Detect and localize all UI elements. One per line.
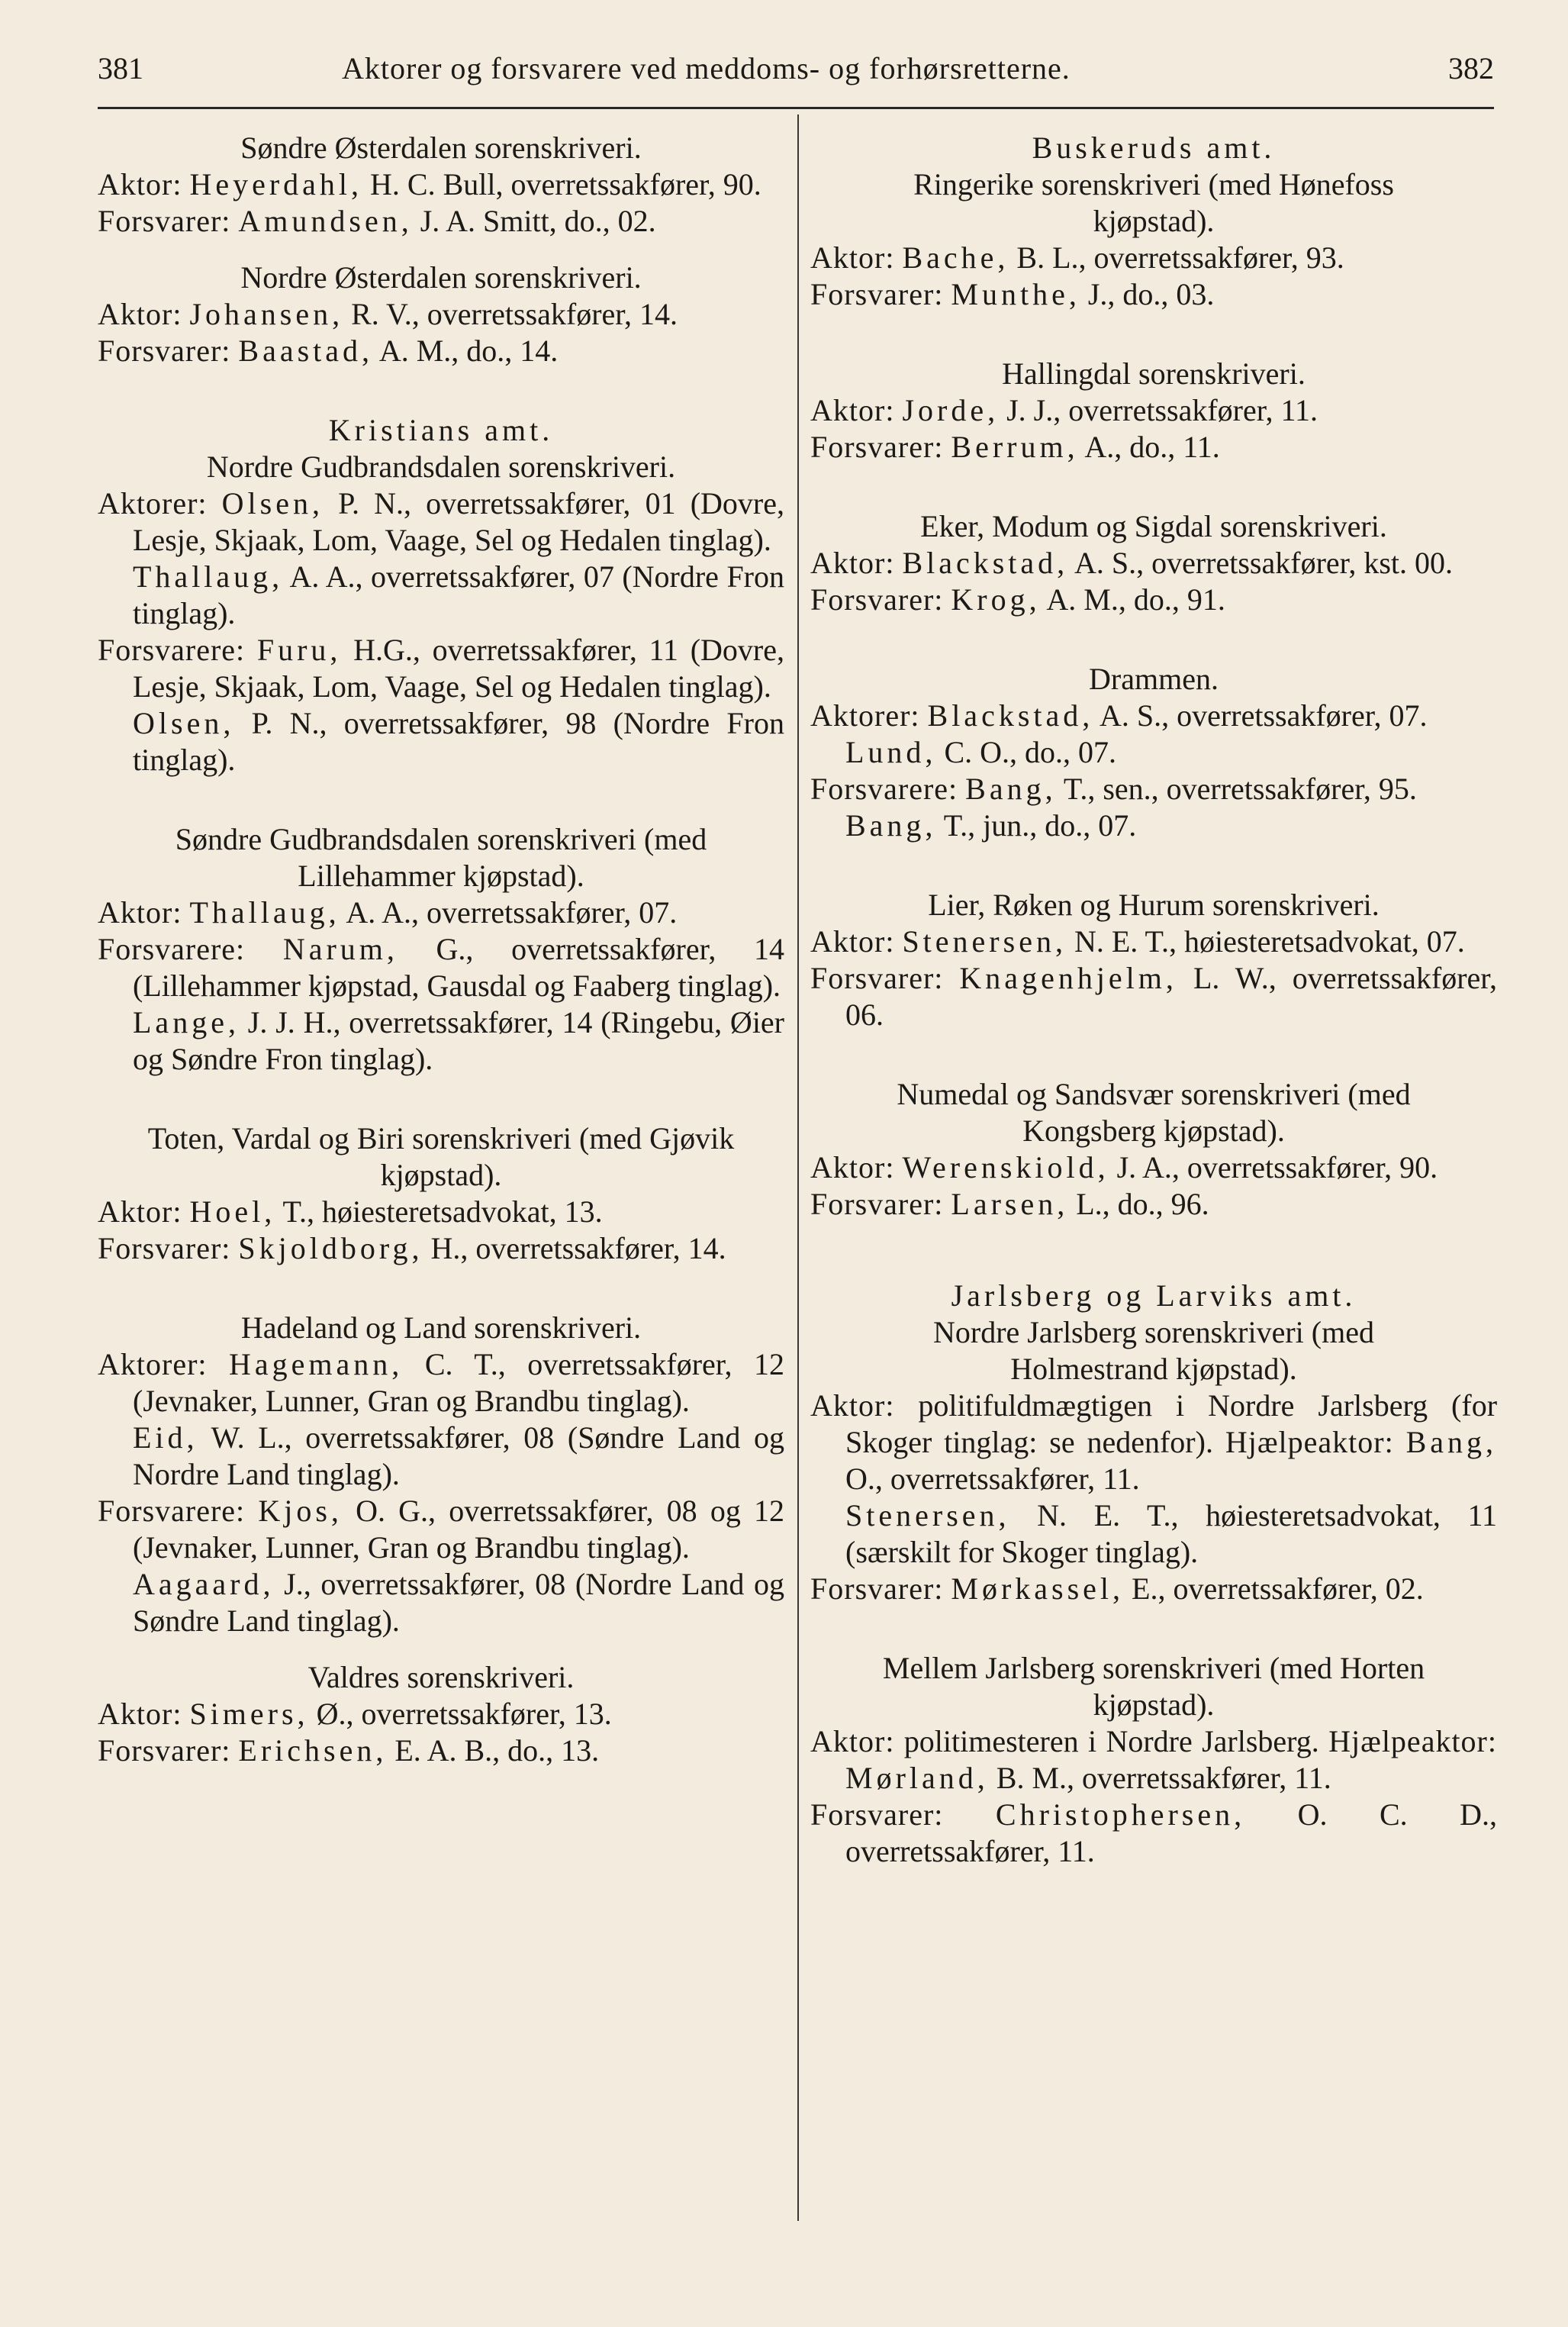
section-title: Nordre Jarlsberg sorenskriveri (med Holmestrand kjøpstad).	[933, 1315, 1374, 1386]
entry-forsvarer-2	[98, 1004, 784, 1078]
entry-details: B. L., overretssakfører, 93.	[1016, 240, 1344, 275]
person-name: Amundsen,	[238, 204, 413, 238]
section-title: Søndre Gudbrandsdalen sorenskriveri (med Lillehammer kjøpstad).	[175, 822, 707, 893]
section-toten-vardal-biri	[98, 1120, 784, 1267]
entry-details: T., sen., overretssakfører, 95.	[1063, 772, 1417, 806]
role-label: Aktor:	[810, 1388, 895, 1423]
role-label: Forsvarere:	[98, 633, 246, 667]
person-name: Bang,	[965, 772, 1057, 806]
entry-details: T., jun., do., 07.	[943, 808, 1137, 843]
role-label: Aktorer:	[810, 698, 920, 733]
person-name: Bache,	[902, 240, 1009, 275]
entry-aktor-2	[98, 1420, 784, 1493]
person-name: Larsen,	[951, 1187, 1069, 1221]
role-label: Forsvarer:	[98, 1733, 231, 1768]
section-title: Lier, Røken og Hurum sorenskriveri.	[928, 888, 1380, 922]
section-numedal-sandsvaer	[810, 1076, 1497, 1223]
person-name: Stenersen,	[902, 924, 1067, 959]
section-nordre-gudbrandsdalen	[98, 412, 784, 778]
role-label-assistant: Hjælpeaktor:	[1328, 1724, 1497, 1758]
role-label: Forsvarer:	[98, 334, 231, 368]
section-title: Mellem Jarlsberg sorenskriveri (med Horten kjøpstad).	[882, 1651, 1425, 1722]
person-name: Stenersen,	[845, 1498, 1010, 1533]
entry-details: B. M., overretssakfører, 11.	[996, 1761, 1331, 1795]
person-name: Baastad,	[238, 334, 374, 368]
section-title: Toten, Vardal og Biri sorenskriveri (med Gjøvik kjøpstad).	[147, 1121, 735, 1192]
role-label: Forsvarer:	[810, 1571, 944, 1606]
entry-aktor	[98, 166, 784, 203]
role-label: Aktor:	[810, 924, 895, 959]
entry-forsvarer	[810, 1186, 1497, 1223]
entry-details: E. A. B., do., 13.	[394, 1733, 600, 1768]
header-rule	[98, 107, 1494, 109]
entry-details: N. E. T., høiesteretsadvokat, 11 (særskilt for Skoger tinglag).	[845, 1498, 1498, 1569]
entry-details: Ø., overretssakfører, 13.	[316, 1697, 612, 1731]
page-number-left: 381	[98, 51, 143, 85]
page-number-right: 382	[1448, 51, 1494, 85]
role-label: Aktor:	[98, 1697, 182, 1731]
person-name: Narum,	[282, 932, 398, 966]
person-name: Heyerdahl,	[189, 167, 363, 201]
role-label: Forsvarer:	[810, 277, 944, 311]
entry-forsvarer-2	[810, 807, 1497, 844]
role-label: Aktor:	[98, 167, 182, 201]
entry-details: J. J. H., overretssakfører, 14 (Ringebu, Øier og Søndre Fron tinglag).	[133, 1005, 785, 1076]
entry-forsvarer	[810, 276, 1497, 313]
entry-aktor	[98, 1194, 784, 1230]
person-name: Munthe,	[951, 277, 1080, 311]
role-label: Forsvarer:	[98, 1231, 231, 1265]
entry-aktor	[98, 894, 784, 931]
section-hadeland-land	[98, 1310, 784, 1639]
entry-details: N. E. T., høiesteretsadvokat, 07.	[1074, 924, 1465, 959]
entry-aktor	[810, 1387, 1497, 1497]
entry-forsvarer	[98, 203, 784, 240]
entry-forsvarer	[98, 1732, 784, 1769]
entry-details: A. M., do., 14.	[378, 334, 559, 368]
entry-forsvarer	[810, 960, 1497, 1033]
entry-details: A. A., overretssakfører, 07 (Nordre Fron tinglag).	[133, 559, 785, 630]
entry-forsvarere	[810, 771, 1497, 807]
entry-details: O. C. D., overretssakfører, 11.	[845, 1797, 1498, 1868]
county-title: Jarlsberg og Larviks amt.	[951, 1278, 1357, 1313]
entry-aktor	[98, 296, 784, 333]
entry-details: A. M., do., 91.	[1046, 582, 1225, 617]
left-column	[98, 130, 784, 1769]
section-title: Søndre Østerdalen sorenskriveri.	[240, 131, 642, 165]
entry-details: W. L., overretssakfører, 08 (Søndre Land og Nordre Land tinglag).	[133, 1420, 785, 1491]
role-label: Aktor:	[810, 1724, 895, 1758]
entry-details: L. W., overretssakfører, 06.	[845, 961, 1498, 1032]
entry-details: politimesteren i Nordre Jarlsberg.	[903, 1724, 1319, 1758]
entry-forsvarer	[810, 582, 1497, 618]
role-label: Forsvarere:	[810, 772, 958, 806]
entry-aktor	[98, 1696, 784, 1732]
entry-details: A. S., overretssakfører, kst. 00.	[1074, 546, 1454, 580]
person-name: Jorde,	[902, 393, 1000, 427]
person-name: Simers,	[189, 1697, 309, 1731]
entry-aktor	[810, 1149, 1497, 1186]
section-hallingdal	[810, 356, 1497, 466]
role-label: Forsvarer:	[810, 1187, 944, 1221]
role-label: Aktor:	[810, 240, 895, 275]
section-drammen	[810, 661, 1497, 844]
person-name: Johansen,	[189, 297, 344, 331]
entry-aktor-2	[810, 734, 1497, 771]
entry-aktor-2	[810, 1497, 1497, 1571]
entry-details: E., overretssakfører, 02.	[1132, 1571, 1424, 1606]
person-name: Erichsen,	[238, 1733, 388, 1768]
section-title: Hadeland og Land sorenskriveri.	[240, 1310, 642, 1345]
section-lier-roken-hurum	[810, 887, 1497, 1033]
entry-details: A., do., 11.	[1084, 430, 1220, 464]
entry-forsvarer-2	[98, 705, 784, 778]
entry-details: C. O., do., 07.	[944, 735, 1117, 769]
entry-details: J. A. Smitt, do., 02.	[420, 204, 656, 238]
entry-forsvarere	[98, 1493, 784, 1566]
person-name: Skjoldborg,	[238, 1231, 423, 1265]
entry-details: H. C. Bull, overretssakfører, 90.	[370, 167, 761, 201]
role-label: Aktor:	[810, 1150, 895, 1184]
section-eker-modum-sigdal	[810, 508, 1497, 618]
role-label-assistant: Hjælpeaktor:	[1225, 1425, 1394, 1459]
column-divider	[797, 114, 799, 2221]
entry-details: A. A., overretssakfører, 07.	[346, 895, 678, 930]
person-name: Olsen,	[221, 486, 324, 521]
entry-aktor-2	[98, 559, 784, 632]
section-title: Hallingdal sorenskriveri.	[1002, 356, 1306, 391]
entry-forsvarer	[98, 1230, 784, 1267]
entry-details: H.G., overretssakfører, 11 (Dovre, Lesje, Skjaak, Lom, Vaage, Sel og Hedalen tinglag).	[133, 633, 784, 704]
entry-details: J., do., 03.	[1087, 277, 1215, 311]
person-name: Lange,	[133, 1005, 240, 1039]
section-title: Nordre Østerdalen sorenskriveri.	[240, 260, 642, 295]
running-title: Aktorer og forsvarere ved meddoms- og forhørsretterne.	[342, 51, 1071, 85]
role-label: Aktor:	[810, 393, 895, 427]
entry-details: A. S., overretssakfører, 07.	[1100, 698, 1428, 733]
section-sondre-osterdalen	[98, 130, 784, 240]
person-name: Lund,	[845, 735, 937, 769]
entry-aktorer	[810, 698, 1497, 734]
person-name: Olsen,	[133, 706, 235, 740]
page-header	[98, 50, 1494, 96]
role-label: Forsvarer:	[810, 582, 944, 617]
section-ringerike	[810, 130, 1497, 313]
section-title: Eker, Modum og Sigdal sorenskriveri.	[920, 509, 1387, 543]
entry-aktor	[810, 240, 1497, 276]
entry-forsvarere	[98, 632, 784, 705]
person-name: Aagaard,	[133, 1567, 275, 1601]
person-name: Mørkassel,	[951, 1571, 1125, 1606]
role-label: Aktor:	[98, 1194, 182, 1229]
person-name: Blackstad,	[927, 698, 1094, 733]
role-label: Aktor:	[810, 546, 895, 580]
person-name: Mørland,	[845, 1761, 989, 1795]
entry-aktor	[810, 1723, 1497, 1797]
section-title: Drammen.	[1089, 662, 1219, 696]
role-label: Forsvarer:	[98, 204, 231, 238]
entry-details: T., høiesteretsadvokat, 13.	[282, 1194, 603, 1229]
role-label: Forsvarer:	[810, 961, 944, 995]
entry-aktorer	[98, 485, 784, 559]
entry-forsvarer	[810, 1571, 1497, 1607]
entry-forsvarer-2	[98, 1566, 784, 1639]
entry-details: J. A., overretssakfører, 90.	[1116, 1150, 1438, 1184]
person-name: Krog,	[951, 582, 1041, 617]
section-nordre-jarlsberg	[810, 1278, 1497, 1607]
person-name: Hagemann,	[229, 1347, 404, 1381]
section-mellem-jarlsberg	[810, 1650, 1497, 1870]
entry-aktor	[810, 923, 1497, 960]
entry-aktor	[810, 545, 1497, 582]
entry-forsvarer	[810, 1797, 1497, 1870]
person-name: Kjos,	[258, 1494, 343, 1528]
entry-details: P. N., overretssakfører, 98 (Nordre Fron tinglag).	[133, 706, 784, 777]
role-label: Aktor:	[98, 895, 182, 930]
entry-forsvarer	[98, 333, 784, 369]
section-title: Nordre Gudbrandsdalen sorenskriveri.	[206, 450, 676, 484]
county-title: Kristians amt.	[328, 413, 554, 447]
section-sondre-gudbrandsdalen	[98, 821, 784, 1078]
role-label: Forsvarer:	[810, 1797, 944, 1832]
role-label: Aktorer:	[98, 486, 208, 521]
county-title: Buskeruds amt.	[1032, 131, 1276, 165]
section-title: Numedal og Sandsvær sorenskriveri (med Kongsberg kjøpstad).	[897, 1077, 1411, 1148]
person-name: Werenskiold,	[902, 1150, 1109, 1184]
person-name: Berrum,	[951, 430, 1079, 464]
right-column	[810, 130, 1497, 1870]
entry-aktorer	[98, 1346, 784, 1420]
entry-details: O., overretssakfører, 11.	[845, 1462, 1140, 1496]
section-title: Valdres sorenskriveri.	[307, 1660, 575, 1694]
person-name: Blackstad,	[902, 546, 1069, 580]
entry-details: L., do., 96.	[1076, 1187, 1209, 1221]
entry-forsvarer	[810, 429, 1497, 466]
person-name: Furu,	[256, 633, 342, 667]
person-name: Knagenhjelm,	[959, 961, 1177, 995]
person-name: Bang,	[845, 808, 937, 843]
role-label: Aktorer:	[98, 1347, 208, 1381]
entry-details: J. J., overretssakfører, 11.	[1006, 393, 1318, 427]
role-label: Forsvarer:	[810, 430, 944, 464]
person-name: Bang,	[1405, 1425, 1497, 1459]
role-label: Forsvarere:	[98, 1494, 246, 1528]
role-label: Aktor:	[98, 297, 182, 331]
entry-details: O. G., overretssakfører, 08 og 12 (Jevnaker, Lunner, Gran og Brandbu tinglag).	[133, 1494, 785, 1565]
entry-details: C. T., overretssakfører, 12 (Jevnaker, Lunner, Gran og Brandbu tinglag).	[133, 1347, 785, 1418]
person-name: Eid,	[133, 1420, 198, 1455]
entry-details: G., overretssakfører, 14 (Lillehammer kjøpstad, Gausdal og Faaberg tinglag).	[133, 932, 784, 1003]
entry-details: J., overretssakfører, 08 (Nordre Land og Søndre Land tinglag).	[133, 1567, 784, 1638]
role-label: Forsvarere:	[98, 932, 246, 966]
person-name: Thallaug,	[189, 895, 340, 930]
person-name: Hoel,	[189, 1194, 276, 1229]
entry-details: R. V., overretssakfører, 14.	[351, 297, 678, 331]
entry-details: politifuldmægtigen i Nordre Jarlsberg (for Skoger tinglag: se nedenfor).	[845, 1388, 1498, 1459]
person-name: Thallaug,	[133, 559, 284, 594]
entry-details: H., overretssakfører, 14.	[430, 1231, 726, 1265]
section-nordre-osterdalen	[98, 259, 784, 369]
section-title: Ringerike sorenskriveri (med Hønefoss kjøpstad).	[913, 167, 1394, 238]
entry-details: P. N., overretssakfører, 01 (Dovre, Lesje, Skjaak, Lom, Vaage, Sel og Hedalen tinglag).	[133, 486, 785, 557]
person-name: Christophersen,	[995, 1797, 1246, 1832]
entry-aktor	[810, 392, 1497, 429]
entry-forsvarere	[98, 931, 784, 1004]
section-valdres	[98, 1659, 784, 1769]
